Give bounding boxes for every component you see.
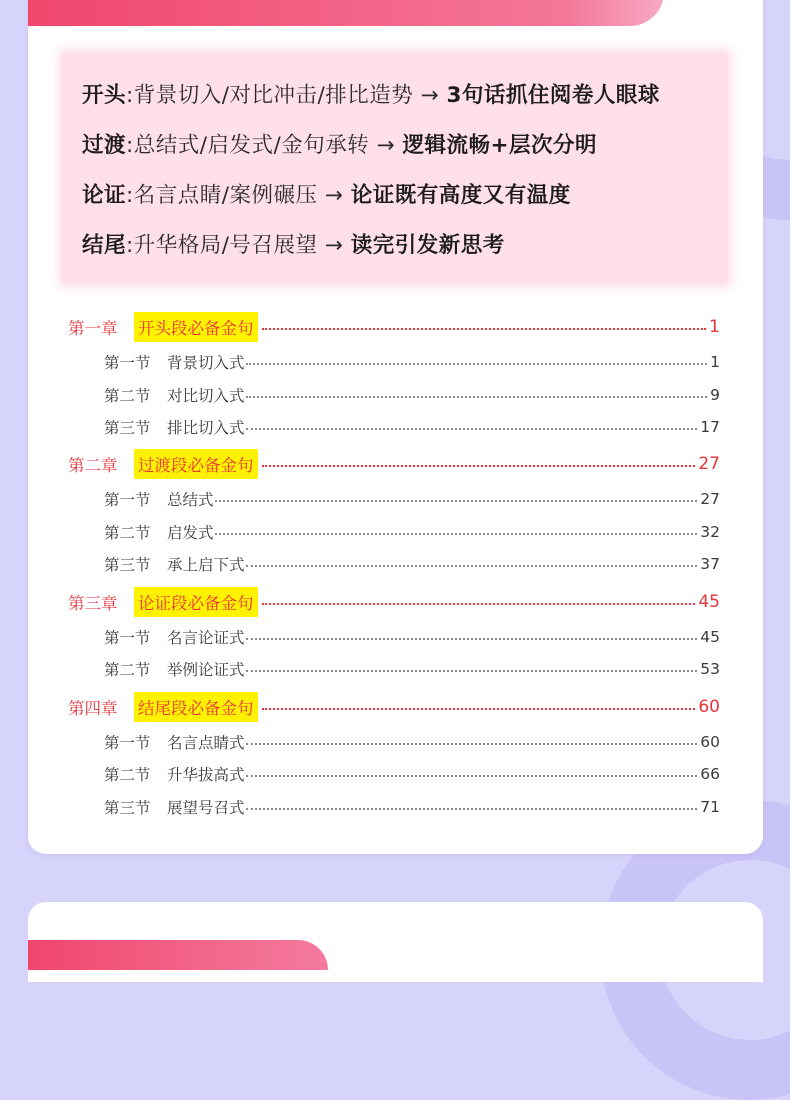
chapter-title: 开头段必备金句	[134, 312, 258, 342]
section-number: 第一节	[104, 629, 151, 647]
dot-leader	[246, 428, 698, 430]
dot-leader	[262, 465, 696, 467]
section-number: 第一节	[104, 491, 151, 509]
dot-leader	[262, 603, 696, 605]
section-number: 第三节	[104, 556, 151, 574]
section-title: 排比切入式	[167, 419, 245, 437]
toc-section[interactable]	[104, 553, 720, 575]
dot-leader	[246, 808, 698, 810]
summary-items: :背景切入/对比冲击/排比造势 →	[126, 83, 447, 108]
section-number: 第一节	[104, 354, 151, 372]
section-title: 举例论证式	[167, 661, 245, 679]
toc-section[interactable]	[104, 416, 720, 438]
section-page: 71	[700, 798, 720, 816]
toc-section[interactable]	[104, 488, 720, 510]
dot-leader	[246, 670, 698, 672]
dot-leader	[246, 775, 698, 777]
section-title: 背景切入式	[167, 354, 245, 372]
summary-items: :名言点睛/案例碾压 →	[126, 183, 351, 208]
summary-label: 开头	[82, 83, 127, 108]
toc-section[interactable]	[104, 626, 720, 648]
dot-leader	[262, 708, 696, 710]
section-page: 27	[700, 490, 720, 508]
section-page: 37	[700, 555, 720, 573]
chapter-number: 第三章	[68, 594, 118, 613]
chapter-title: 论证段必备金句	[134, 587, 258, 617]
section-title: 名言论证式	[167, 629, 245, 647]
summary-box	[62, 52, 728, 284]
chapter-page: 45	[698, 592, 720, 612]
summary-result: 逻辑流畅+层次分明	[402, 133, 597, 158]
toc-section[interactable]	[104, 658, 720, 680]
section-page: 9	[710, 386, 720, 404]
toc-chapter-4[interactable]	[68, 692, 720, 722]
section-number: 第二节	[104, 387, 151, 405]
dot-leader	[246, 396, 708, 398]
section-page: 1	[710, 353, 720, 371]
toc-section[interactable]	[104, 796, 720, 818]
section-page: 32	[700, 523, 720, 541]
dot-leader	[215, 533, 698, 535]
dot-leader	[246, 565, 698, 567]
section-title: 对比切入式	[167, 387, 245, 405]
summary-result: 论证既有高度又有温度	[350, 183, 571, 208]
toc-chapter-2[interactable]	[68, 449, 720, 479]
section-page: 53	[700, 660, 720, 678]
summary-items: :总结式/启发式/金句承转 →	[126, 133, 403, 158]
summary-line-ending	[82, 228, 505, 259]
chapter-page: 1	[709, 317, 720, 337]
section-number: 第三节	[104, 419, 151, 437]
dot-leader	[262, 328, 707, 330]
chapter-number: 第一章	[68, 319, 118, 338]
summary-line-argument	[82, 178, 571, 209]
toc-section[interactable]	[104, 731, 720, 753]
toc-section[interactable]	[104, 521, 720, 543]
summary-label: 结尾	[82, 233, 127, 258]
section-title: 总结式	[167, 491, 214, 509]
section-page: 45	[700, 628, 720, 646]
section-title: 启发式	[167, 524, 214, 542]
next-section-banner	[28, 940, 328, 970]
dot-leader	[246, 743, 698, 745]
summary-line-opening	[82, 78, 660, 109]
chapter-number: 第二章	[68, 456, 118, 475]
summary-result: 读完引发新思考	[350, 233, 505, 258]
summary-items: :升华格局/号召展望 →	[126, 233, 351, 258]
section-page: 17	[700, 418, 720, 436]
summary-label: 论证	[82, 183, 127, 208]
toc-chapter-3[interactable]	[68, 587, 720, 617]
toc-section[interactable]	[104, 384, 720, 406]
toc-section[interactable]	[104, 351, 720, 373]
section-number: 第二节	[104, 661, 151, 679]
section-number: 第二节	[104, 524, 151, 542]
toc-section[interactable]	[104, 763, 720, 785]
summary-line-transition	[82, 128, 597, 159]
chapter-title: 过渡段必备金句	[134, 449, 258, 479]
section-page: 66	[700, 765, 720, 783]
dot-leader	[246, 363, 708, 365]
chapter-number: 第四章	[68, 699, 118, 718]
summary-label: 过渡	[82, 133, 127, 158]
section-number: 第三节	[104, 799, 151, 817]
chapter-page: 27	[698, 454, 720, 474]
section-header-banner	[28, 0, 664, 26]
section-title: 展望号召式	[167, 799, 245, 817]
dot-leader	[246, 638, 698, 640]
toc-chapter-1[interactable]	[68, 312, 720, 342]
chapter-page: 60	[698, 697, 720, 717]
section-page: 60	[700, 733, 720, 751]
section-title: 升华拔高式	[167, 766, 245, 784]
section-number: 第一节	[104, 734, 151, 752]
chapter-title: 结尾段必备金句	[134, 692, 258, 722]
dot-leader	[215, 500, 698, 502]
section-number: 第二节	[104, 766, 151, 784]
section-title: 承上启下式	[167, 556, 245, 574]
section-title: 名言点睛式	[167, 734, 245, 752]
summary-result: 3句话抓住阅卷人眼球	[446, 83, 660, 108]
